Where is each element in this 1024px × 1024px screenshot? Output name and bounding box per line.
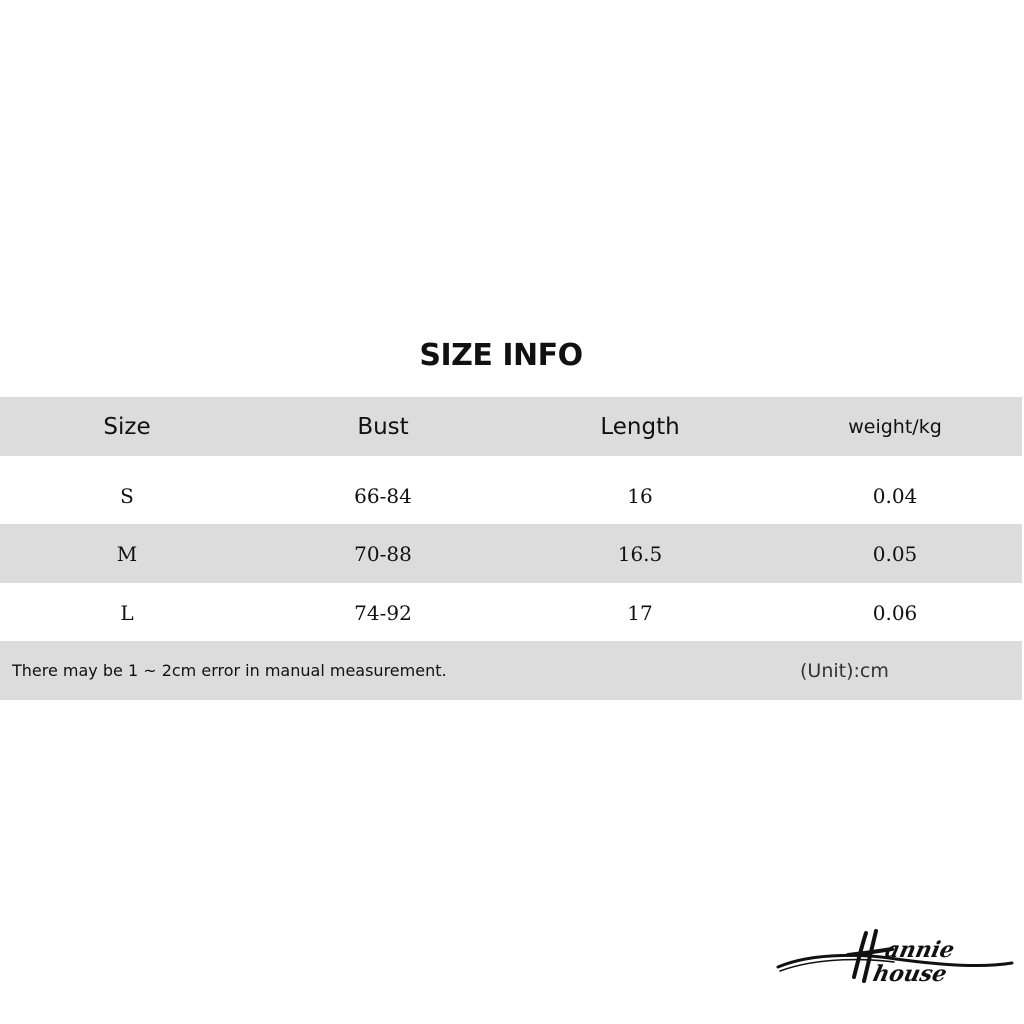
cell-size: S xyxy=(120,483,134,508)
header-weight: weight/kg xyxy=(848,415,942,438)
table-header-row xyxy=(0,397,1022,456)
cell-weight: 0.05 xyxy=(872,541,918,566)
cell-length: 17 xyxy=(627,600,653,625)
cell-length: 16.5 xyxy=(617,541,663,566)
header-size: Size xyxy=(103,413,151,440)
svg-text:annie: annie xyxy=(882,937,957,963)
page-title: SIZE INFO xyxy=(419,338,583,373)
cell-size: M xyxy=(116,541,138,566)
cell-bust: 74-92 xyxy=(354,600,412,625)
svg-text:house: house xyxy=(870,961,950,987)
cell-weight: 0.04 xyxy=(872,483,918,508)
header-length: Length xyxy=(600,413,680,440)
cell-weight: 0.06 xyxy=(872,600,918,625)
cell-size: L xyxy=(120,600,134,625)
table-row xyxy=(0,524,1022,583)
cell-length: 16 xyxy=(627,483,653,508)
brand-signature-logo-icon xyxy=(776,925,1016,995)
table-footer-row xyxy=(0,641,1022,700)
cell-bust: 70-88 xyxy=(354,541,412,566)
measurement-note: There may be 1 ~ 2cm error in manual measurement. xyxy=(12,661,447,680)
unit-label: (Unit):cm xyxy=(800,659,889,682)
header-bust: Bust xyxy=(357,413,409,440)
table-row xyxy=(0,466,1022,525)
table-row xyxy=(0,583,1022,642)
cell-bust: 66-84 xyxy=(354,483,412,508)
